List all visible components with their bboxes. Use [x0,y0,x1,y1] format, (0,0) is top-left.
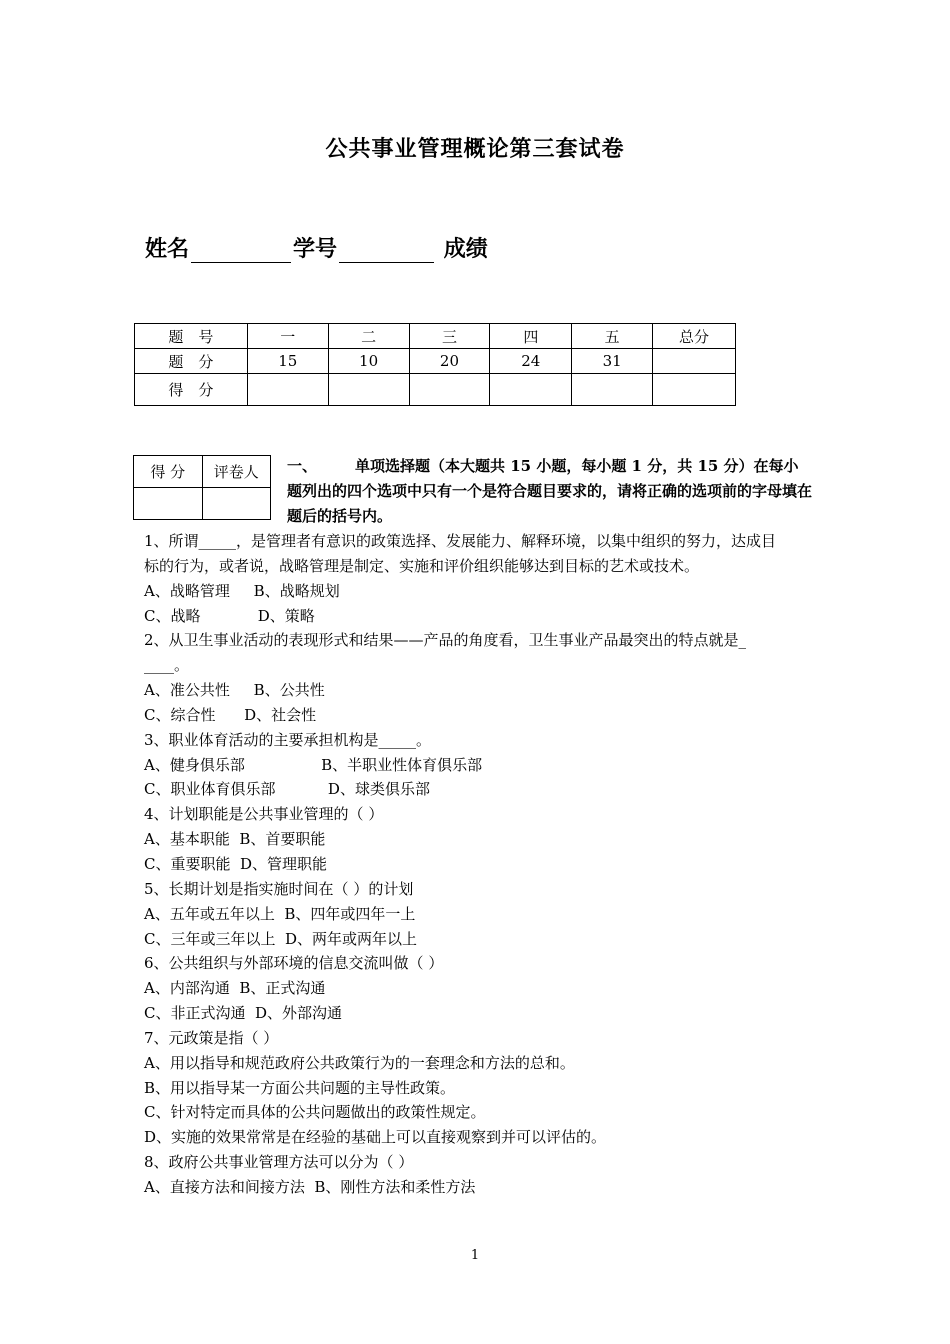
page-title: 公共事业管理概论第三套试卷 [325,136,625,162]
text-line: C、三年或三年以上 D、两年或两年以上 [144,929,418,948]
score-input-cell[interactable] [328,374,409,406]
text-line: 7、元政策是指（ ） [144,1028,279,1047]
table-row [135,349,736,374]
page-number: 1 [470,1248,480,1263]
questions-block [144,529,812,1200]
table-cell: 三 [409,324,490,349]
table-cell: 15 [247,349,328,374]
table-cell: 二 [328,324,409,349]
student-id-blank[interactable] [339,240,434,263]
table-cell: 24 [490,349,572,374]
table-cell: 评卷人 [202,456,271,488]
text-line: A、基本职能 B、首要职能 [144,830,326,849]
table-cell: 四 [490,324,572,349]
text-line: C、非正式沟通 D、外部沟通 [144,1004,343,1023]
table-row [134,456,271,488]
section-heading [287,454,812,529]
text-line: C、职业体育俱乐部 D、球类俱乐部 [144,780,430,799]
section-instructions: 单项选择题（本大题共 15 小题，每小题 1 分，共 15 分）在每小题列出的四个选项中只有一个是符合题目要求的，请将正确的选项前的字母填在题后的括号内。 [287,457,813,525]
grader-input-cell[interactable] [202,488,271,520]
table-cell: 题 号 [135,324,248,349]
table-cell: 五 [572,324,653,349]
text-line: D、实施的效果常常是在经验的基础上可以直接观察到并可以评估的。 [144,1128,607,1147]
text-line: C、综合性 D、社会性 [144,705,317,724]
table-cell: 得 分 [135,374,248,406]
score-input-cell[interactable] [134,488,203,520]
text-line: A、五年或五年以上 B、四年或四年一上 [144,904,416,923]
table-cell: 得 分 [134,456,203,488]
text-line: C、针对特定而具体的公共问题做出的政策性规定。 [144,1103,486,1122]
table-cell: 总分 [653,324,736,349]
grader-table [133,455,271,520]
text-line: 1、所谓_____，是管理者有意识的政策选择、发展能力、解释环境，以集中组织的努力，达成目 [144,532,777,550]
text-line: A、战略管理 B、战略规划 [144,581,340,600]
score-input-cell[interactable] [572,374,653,406]
text-line: B、用以指导某一方面公共问题的主导性政策。 [144,1078,456,1097]
section-number: 一、 [287,457,318,475]
score-label: 成绩 [443,236,488,262]
text-line: 标的行为，或者说，战略管理是制定、实施和评价组织能够达到目标的艺术或技术。 [144,556,700,575]
text-line: A、内部沟通 B、正式沟通 [144,979,326,998]
table-cell: 10 [328,349,409,374]
text-line: C、重要职能 D、管理职能 [144,854,328,873]
text-line: ____。 [144,656,190,675]
text-line: 3、职业体育活动的主要承担机构是_____。 [144,730,432,749]
table-row [134,488,271,520]
score-input-cell[interactable] [653,374,736,406]
score-summary-table [134,323,736,406]
text-line: 2、从卫生事业活动的表现形式和结果——产品的角度看，卫生事业产品最突出的特点就是_ [144,631,747,650]
table-cell: 题 分 [135,349,248,374]
text-line: 6、公共组织与外部环境的信息交流叫做（ ） [144,954,444,973]
student-info-line [145,232,488,263]
text-line: 4、计划职能是公共事业管理的（ ） [144,805,384,824]
name-blank[interactable] [191,240,291,263]
text-line: 5、长期计划是指实施时间在（ ）的计划 [144,879,414,898]
student-id-label: 学号 [293,236,338,262]
table-cell: 31 [572,349,653,374]
text-line: 8、政府公共事业管理方法可以分为（ ） [144,1153,414,1172]
text-line: A、准公共性 B、公共性 [144,681,325,700]
table-row [135,324,736,349]
table-cell: 20 [409,349,490,374]
table-cell [653,349,736,374]
score-input-cell[interactable] [490,374,572,406]
text-line: C、战略 D、策略 [144,606,315,625]
score-input-cell[interactable] [409,374,490,406]
table-cell: 一 [247,324,328,349]
text-line: A、用以指导和规范政府公共政策行为的一套理念和方法的总和。 [144,1053,575,1072]
text-line: A、健身俱乐部 B、半职业性体育俱乐部 [144,755,483,774]
name-label: 姓名 [145,236,190,262]
table-row [135,374,736,406]
score-input-cell[interactable] [247,374,328,406]
text-line: A、直接方法和间接方法 B、刚性方法和柔性方法 [144,1177,476,1196]
